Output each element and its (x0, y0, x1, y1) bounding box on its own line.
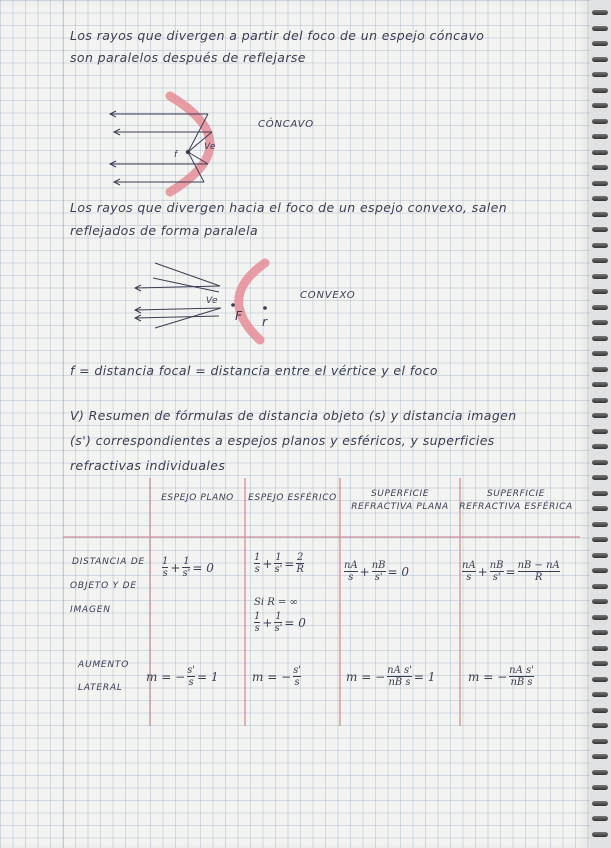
spiral-ring (592, 739, 608, 744)
formula-refractiva-esferica-magnification: m = − $\frac{\text{nA s'}}{\text{nB s}}$ (468, 665, 534, 688)
spiral-ring (592, 553, 608, 558)
row1-label-line-2: OBJETO Y DE (70, 581, 137, 591)
concave-label: CÓNCAVO (258, 119, 314, 130)
spiral-ring (592, 801, 608, 806)
spiral-ring (592, 274, 608, 279)
spiral-ring (592, 816, 608, 821)
spiral-ring (592, 320, 608, 325)
spiral-ring (592, 785, 608, 790)
spiral-ring (592, 305, 608, 310)
formula-esferico-distance: $\frac{1}{s}$ + $\frac{1}{s'}$ = $\frac{2}{R}$ (254, 552, 304, 575)
concave-vertex-mark: Ve (204, 142, 216, 152)
spiral-ring (592, 196, 608, 201)
spiral-ring (592, 770, 608, 775)
convex-radius-mark: r (262, 314, 268, 329)
spiral-ring (592, 506, 608, 511)
row1-label-line-1: DISTANCIA DE (72, 557, 146, 567)
spiral-ring (592, 677, 608, 682)
spiral-ring (592, 754, 608, 759)
spiral-ring (592, 460, 608, 465)
spiral-ring (592, 243, 608, 248)
spiral-ring (592, 599, 608, 604)
spiral-ring (592, 134, 608, 139)
spiral-ring (592, 413, 608, 418)
spiral-ring (592, 661, 608, 666)
spiral-ring (592, 382, 608, 387)
convex-label: CONVEXO (300, 290, 356, 301)
spiral-ring (592, 537, 608, 542)
spiral-ring (592, 367, 608, 372)
formula-refractiva-plana-distance: $\frac{nA}{s}$ + $\frac{nB}{s'}$ = 0 (344, 560, 410, 583)
convex-vertex-mark: Ve (206, 296, 218, 306)
spiral-ring (592, 289, 608, 294)
spiral-ring (592, 630, 608, 635)
header-espejo-esferico: ESPEJO ESFÉRICO (248, 493, 337, 503)
spiral-ring (592, 103, 608, 108)
summary-line-1: V) Resumen de fórmulas de distancia objeto (s) y distancia imagen (70, 408, 517, 423)
paragraph-1-line-2: son paralelos después de reflejarse (70, 50, 306, 65)
spiral-ring (592, 568, 608, 573)
spiral-ring (592, 88, 608, 93)
spiral-ring (592, 584, 608, 589)
formula-esferico-distance-limit: $\frac{1}{s}$ + $\frac{1}{s'}$ = 0 (254, 611, 306, 634)
paragraph-1-line-1: Los rayos que divergen a partir del foco de un espejo cóncavo (70, 28, 485, 43)
spiral-ring (592, 723, 608, 728)
spiral-ring (592, 692, 608, 697)
spiral-ring (592, 212, 608, 217)
formula-plano-magnification: m = − $\frac{s'}{s}$ = 1 (146, 665, 219, 688)
spiral-ring (592, 832, 608, 837)
spiral-ring (592, 181, 608, 186)
concave-focus-mark: f (174, 150, 178, 160)
esferico-infinite-radius-note: Si R = ∞ (254, 597, 298, 608)
spiral-ring (592, 429, 608, 434)
row1-label-line-3: IMAGEN (70, 605, 111, 615)
spiral-ring (592, 26, 608, 31)
spiral-ring (592, 119, 608, 124)
summary-line-2: (s') correspondientes a espejos planos y esféricos, y superficies (70, 433, 495, 448)
spiral-ring (592, 10, 608, 15)
spiral-ring (592, 522, 608, 527)
header-espejo-plano: ESPEJO PLANO (161, 493, 234, 503)
spiral-ring (592, 227, 608, 232)
spiral-ring (592, 444, 608, 449)
spiral-ring (592, 475, 608, 480)
spiral-ring (592, 150, 608, 155)
spiral-ring (592, 57, 608, 62)
header-superficie-refractiva-plana: SUPERFICIE REFRACTIVA PLANA (351, 489, 449, 512)
spiral-ring (592, 708, 608, 713)
spiral-ring (592, 351, 608, 356)
spiral-ring (592, 72, 608, 77)
summary-line-3: refractivas individuales (70, 458, 226, 473)
spiral-ring (592, 615, 608, 620)
formula-plano-distance: $\frac{1}{s}$ + $\frac{1}{s'}$ = 0 (162, 556, 214, 579)
formula-refractiva-esferica-distance: $\frac{nA}{s}$ + $\frac{nB}{s'}$ = $\frac{nB - nA}{R}$ (462, 560, 560, 583)
header-superficie-refractiva-esferica: SUPERFICIE REFRACTIVA ESFÉRICA (459, 489, 573, 512)
convex-focus-mark: F (235, 308, 243, 323)
spiral-ring (592, 258, 608, 263)
spiral-ring (592, 398, 608, 403)
focal-distance-definition: f = distancia focal = distancia entre el vértice y el foco (70, 363, 438, 378)
formula-refractiva-plana-magnification: m = − $\frac{\text{nA s'}}{\text{nB s}}$ = 1 (346, 665, 436, 688)
paragraph-2-line-1: Los rayos que divergen hacia el foco de un espejo convexo, salen (70, 200, 508, 215)
spiral-binding (590, 0, 611, 848)
formula-esferico-magnification: m = − $\frac{s'}{s}$ (252, 665, 302, 688)
spiral-ring (592, 491, 608, 496)
paragraph-2-line-2: reflejados de forma paralela (70, 223, 259, 238)
spiral-ring (592, 646, 608, 651)
row2-label-line-2: LATERAL (78, 683, 123, 693)
row2-label-line-1: AUMENTO (78, 660, 130, 670)
spiral-ring (592, 41, 608, 46)
spiral-ring (592, 165, 608, 170)
spiral-ring (592, 336, 608, 341)
